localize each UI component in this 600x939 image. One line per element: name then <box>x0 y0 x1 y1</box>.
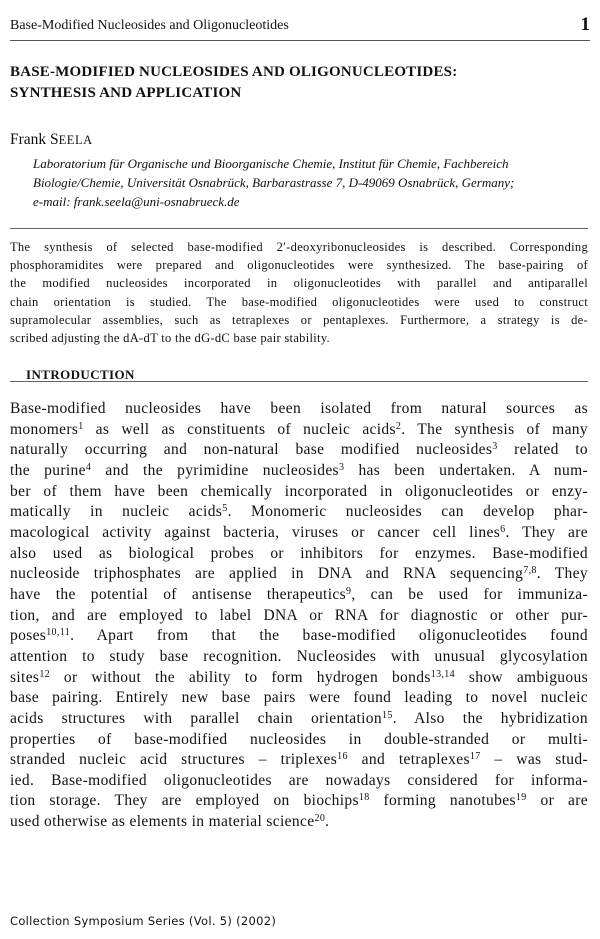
affiliation <box>33 154 593 211</box>
body-line: stranded nucleic acid structures – triplexes$^{16}$ and tetraplexes$^{17}$ – was stud- <box>10 751 588 769</box>
body-line: properties of base-modified nucleosides in double-stranded or multi- <box>10 730 588 748</box>
abstract-line: scribed adjusting the dA-dT to the dG-dC base pair stability. <box>10 331 330 346</box>
affiliation-email: e-mail: frank.seela@uni-osnabrueck.de <box>33 194 240 209</box>
body-line: have the potential of antisense therapeutics$^9$, can be used for immuniza- <box>10 585 588 603</box>
article-title <box>10 62 570 104</box>
body-line: attention to study base recognition. Nucleosides with unusual glycosylation <box>10 647 588 665</box>
author-surname <box>50 131 93 148</box>
abstract <box>10 238 588 347</box>
citation: 10,11 <box>46 627 71 639</box>
citation: 1 <box>78 420 84 432</box>
body-line: sites$^{12}$ or without the ability to form hydrogen bonds$^{13,14}$ show ambiguous <box>10 668 588 686</box>
running-title: Base-Modified Nucleosides and Oligonucleotides <box>10 18 289 33</box>
citation: 5 <box>222 503 228 515</box>
citation: 20 <box>314 813 326 825</box>
body-line: monomers$^1$ as well as constituents of nucleic acids$^2$. The synthesis of many <box>10 420 588 438</box>
abstract-line: phosphoramidites were prepared and oligonucleotides were synthesized. The base-pairing of <box>10 258 588 273</box>
body-line: nucleoside triphosphates are applied in DNA and RNA sequencing$^{7,8}$. They <box>10 565 588 583</box>
abstract-line: The synthesis of selected base-modified 2′-deoxyribonucleosides is described. Corresponding <box>10 240 588 254</box>
citation: 4 <box>85 461 92 473</box>
body-line: acids structures with parallel chain orientation$^{15}$. Also the hybridization <box>10 709 588 727</box>
abstract-line: supramolecular assemblies, such as tetraplexes or pentaplexes. Furthermore, a strategy is de- <box>10 312 588 327</box>
citation: 15 <box>382 709 393 721</box>
abstract-line: chain orientation is studied. The base-modified oligonucleotides were used to construct <box>10 294 588 309</box>
body-line: tion storage. They are employed on biochips$^{18}$ forming nanotubes$^{19}$ or are <box>10 792 588 810</box>
body-line: also used as biological probes or inhibitors for enzymes. Base-modified <box>10 544 588 562</box>
citation: 3 <box>492 441 498 453</box>
body-line: poses$^{10,11}$. Apart from that the base-modified oligonucleotides found <box>10 627 588 645</box>
author-name <box>10 131 93 149</box>
affiliation-line-1: Laboratorium für Organische und Bioorganische Chemie, Institut für Chemie, Fachbereich <box>33 156 509 171</box>
page-number: 1 <box>580 14 590 35</box>
body-line: tion, and are employed to label DNA or RNA for diagnostic or other pur- <box>10 606 588 624</box>
title-line-1: BASE-MODIFIED NUCLEOSIDES AND OLIGONUCLEOTIDES: <box>10 64 458 80</box>
citation: 19 <box>515 792 527 804</box>
body-line: matically in nucleic acids$^5$. Monomeric nucleosides can develop phar- <box>10 503 588 521</box>
body-line: naturally occurring and non-natural base modified nucleosides$^3$ related to <box>10 441 588 459</box>
body-line: ber of them have been chemically incorporated in oligonucleotides or enzy- <box>10 482 588 500</box>
citation: 3 <box>338 461 345 473</box>
body-line: ied. Base-modified oligonucleotides are nowadays considered for informa- <box>10 771 588 789</box>
citation: 7,8 <box>523 565 537 577</box>
citation: 12 <box>39 668 51 680</box>
body-line: the purine$^4$ and the pyrimidine nucleosides$^3$ has been undertaken. A num- <box>10 461 588 479</box>
body-line: base pairing. Entirely new base pairs were found leading to novel nucleic <box>10 689 588 707</box>
section-heading-introduction: INTRODUCTION <box>26 367 135 382</box>
citation: 6 <box>500 523 506 535</box>
introduction-paragraph <box>10 399 588 833</box>
body-line: used otherwise as elements in material science$^{20}$. <box>10 813 330 831</box>
citation: 13,14 <box>430 668 455 680</box>
citation: 16 <box>337 751 348 763</box>
author-surname-smallcaps: EELA <box>58 133 93 147</box>
body-line: Base-modified nucleosides have been isolated from natural sources as <box>10 400 588 417</box>
author-first-name: Frank <box>10 131 47 148</box>
journal-footer: Collection Symposium Series (Vol. 5) (2002) <box>10 914 277 928</box>
citation: 2 <box>395 420 402 432</box>
citation: 17 <box>469 751 481 763</box>
citation: 18 <box>358 792 370 804</box>
running-header <box>10 14 590 41</box>
author-surname-initial: S <box>50 131 59 148</box>
citation: 9 <box>345 585 352 597</box>
abstract-top-rule <box>10 228 588 229</box>
affiliation-line-2: Biologie/Chemie, Universität Osnabrück, Barbarastrasse 7, D-49069 Osnabrück, Germany; <box>33 175 515 190</box>
body-line: macological activity against bacteria, viruses or cancer cell lines$^6$. They are <box>10 523 588 541</box>
abstract-line: the modified nucleosides incorporated in oligonucleotides with parallel and antiparallel <box>10 276 588 291</box>
title-line-2: SYNTHESIS AND APPLICATION <box>10 85 242 101</box>
